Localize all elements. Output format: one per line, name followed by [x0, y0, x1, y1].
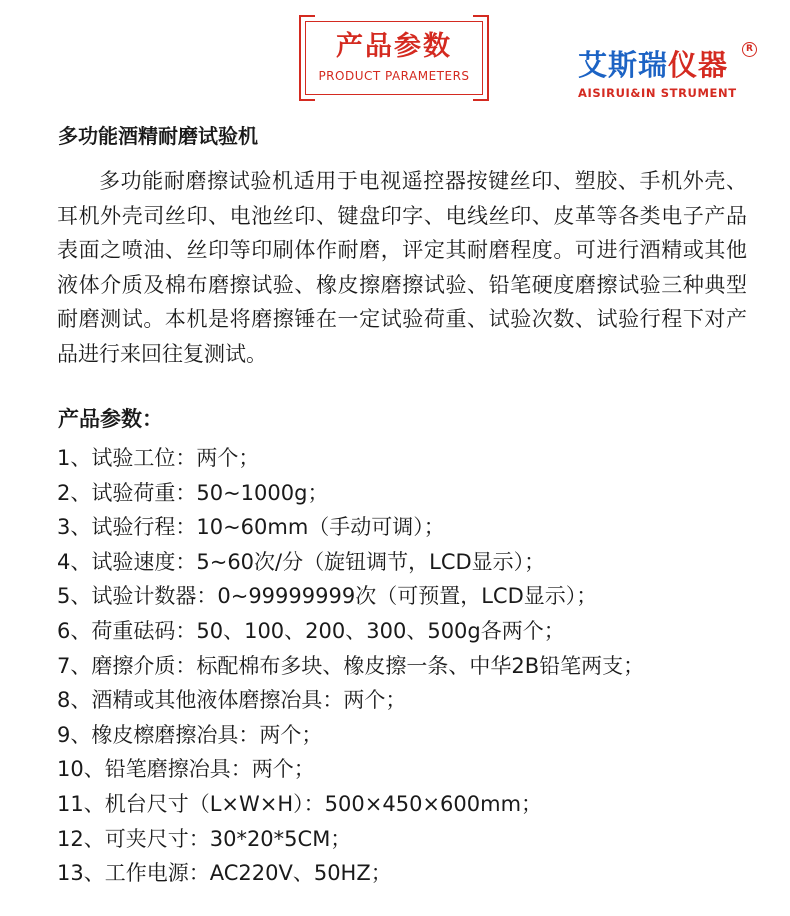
param-item: 9、橡皮檫磨擦冶具：两个；	[57, 722, 323, 747]
logo-text-red: 仪器	[668, 48, 729, 82]
param-item: 13、工作电源：AC220V、50HZ；	[57, 861, 392, 886]
param-list	[57, 441, 644, 891]
product-description: 多功能耐磨擦试验机适用于电视遥控器按键丝印、塑胶、手机外壳、耳机外壳司丝印、电池丝印、键盘印字、电线丝印、皮革等各类电子产品表面之喷油、丝印等印刷体作耐磨，评定其耐磨程度。可进行酒精或其他液体介质及棉布磨擦试验、橡皮擦磨擦试验、铅笔硬度磨擦试验三种典型耐磨测试。本机是将磨擦锤在一定试验荷重、试验次数、试验行程下对产品进行来回往复测试。	[57, 169, 747, 366]
param-item: 11、机台尺寸（L×W×H）：500×450×600mm；	[57, 791, 543, 816]
badge-title: 产品参数	[336, 31, 452, 62]
params-heading: 产品参数：	[58, 407, 163, 431]
param-item: 10、铅笔磨擦冶具：两个；	[57, 757, 315, 782]
param-item: 8、酒精或其他液体磨擦冶具：两个；	[57, 688, 407, 713]
param-item: 5、试验计数器：0~99999999次（可预置，LCD显示）；	[57, 584, 598, 609]
badge-subtitle: PRODUCT PARAMETERS	[318, 69, 470, 83]
logo-english-text: AISIRUI&IN STRUMENT	[578, 86, 737, 100]
product-title: 多功能酒精耐磨试验机	[58, 124, 258, 148]
param-item: 3、试验行程：10~60mm（手动可调）；	[57, 515, 445, 540]
brand-logo	[578, 46, 728, 84]
param-item: 7、磨擦介质：标配棉布多块、橡皮擦一条、中华2B铅笔两支；	[57, 653, 645, 678]
param-item: 2、试验荷重：50~1000g；	[57, 480, 329, 505]
param-item: 6、荷重砝码：50、100、200、300、500g各两个；	[57, 618, 565, 643]
param-item: 4、试验速度：5~60次/分（旋钮调节，LCD显示）；	[57, 549, 546, 574]
param-item: 1、试验工位：两个；	[57, 446, 260, 470]
registered-icon: R	[742, 42, 757, 57]
param-item: 12、可夹尺寸：30*20*5CM；	[57, 826, 352, 851]
logo-text-blue: 艾斯瑞	[578, 48, 669, 82]
